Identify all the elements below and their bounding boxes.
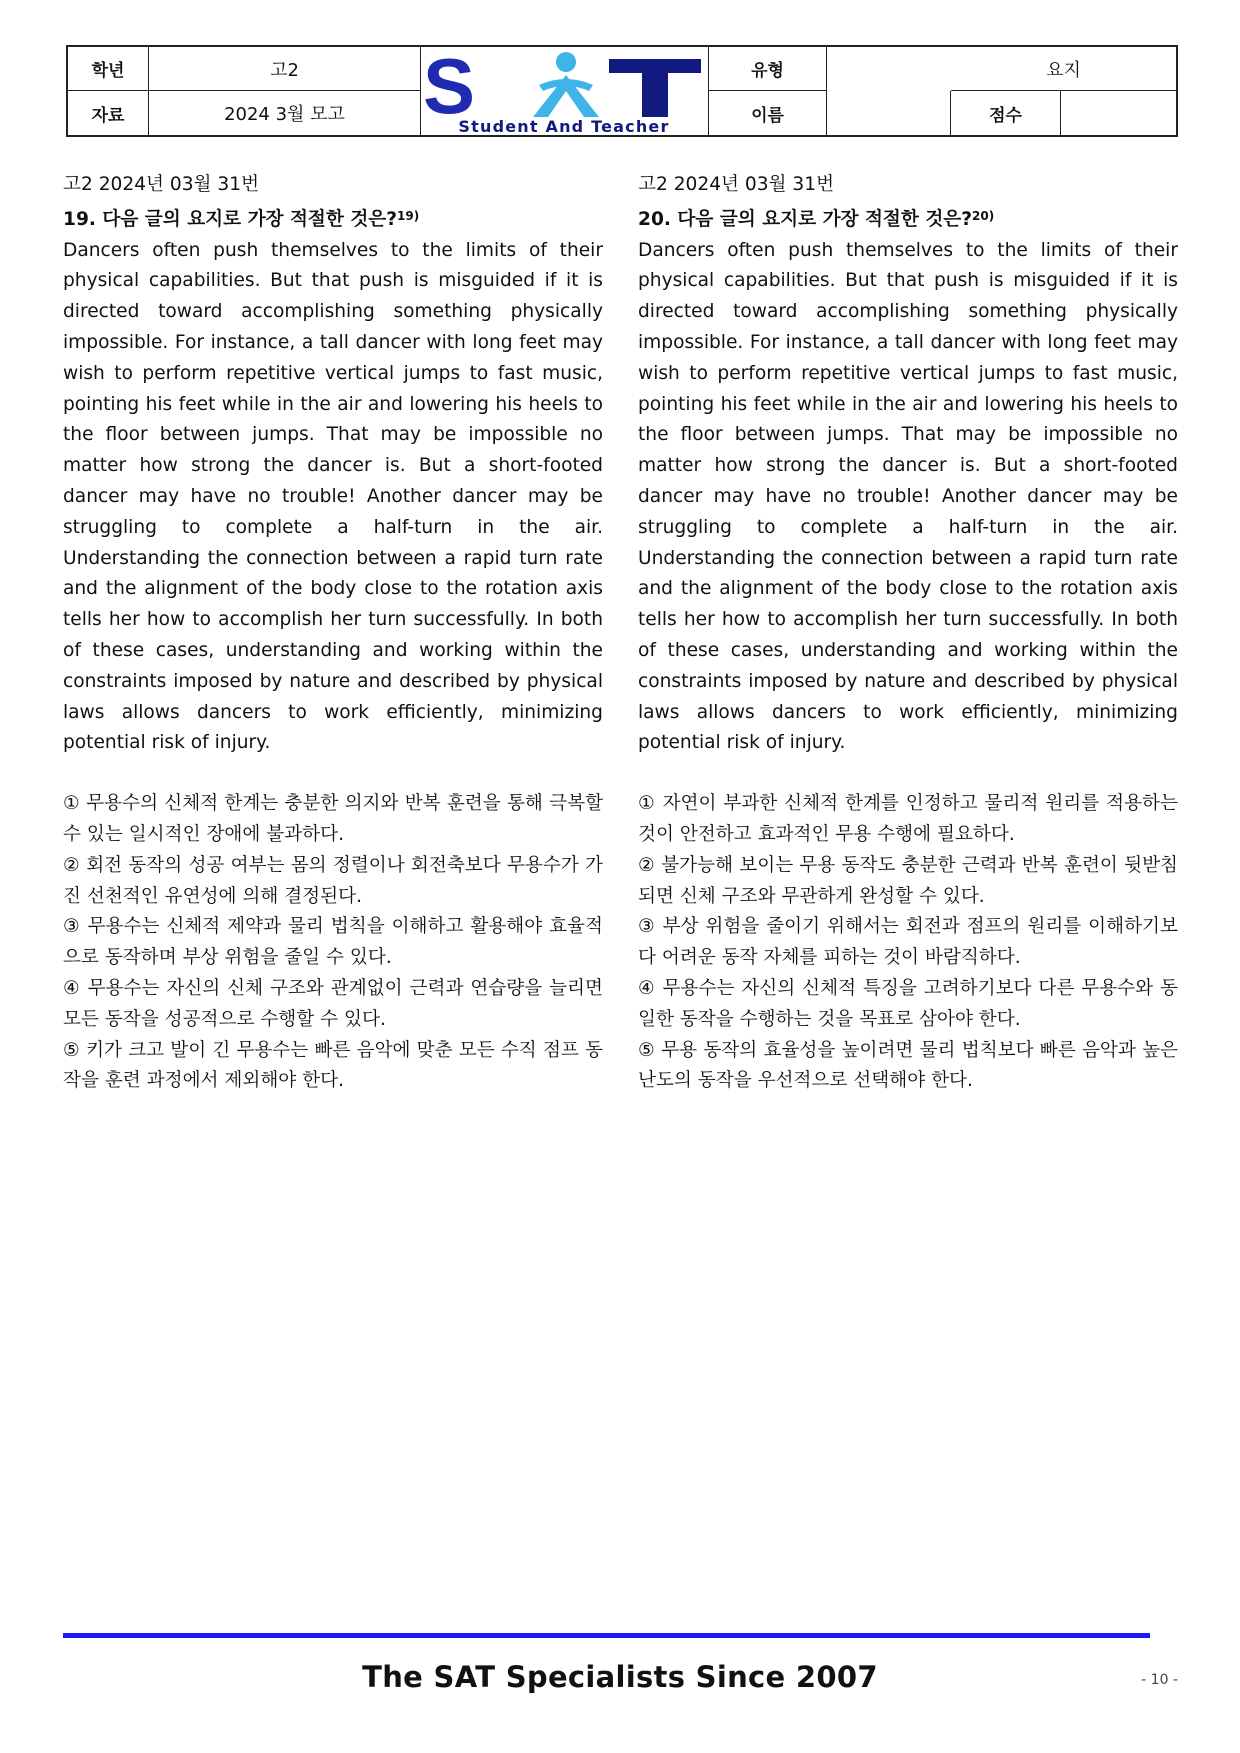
grade-label: 학년 — [68, 47, 149, 91]
option-3[interactable]: ③ 부상 위험을 줄이기 위해서는 회전과 점프의 원리를 이해하기보다 어려운 동작 자체를 피하는 것이 바람직하다. — [638, 916, 1178, 969]
option-5[interactable]: ⑤ 무용 동작의 효율성을 높이려면 물리 법칙보다 빠른 음악과 높은 난도의 동작을 우선적으로 선택해야 한다. — [638, 1039, 1178, 1092]
question-title — [638, 201, 1178, 236]
footnote-mark: 20) — [972, 208, 995, 223]
source-label: 자료 — [68, 91, 149, 135]
logo-letter-t-stem — [642, 59, 668, 117]
option-4[interactable]: ④ 무용수는 자신의 신체 구조와 관계없이 근력과 연습량을 늘리면 모든 동작을 성공적으로 수행할 수 있다. — [63, 977, 603, 1030]
type-label: 유형 — [709, 47, 827, 91]
footer-rule — [63, 1633, 1150, 1638]
grade-value: 고2 — [149, 47, 421, 91]
option-3[interactable]: ③ 무용수는 신체적 제약과 물리 법칙을 이해하고 활용해야 효율적으로 동작하며 부상 위험을 줄일 수 있다. — [63, 916, 603, 969]
passage: Dancers often push themselves to the limits of their physical capabilities. But that push is misguided if it is directed toward accomplishing something physically impossible. For instance, a tall dancer with long feet may wish to perform repetitive vertical jumps to fast music, pointing his feet while in the air and lowering his heels to the floor between jumps. That may be impossible no matter how strong the dancer is. But a short-footed dancer may have no trouble! Another dancer may be struggling to complete a half-turn in the air. Understanding the connection between a rapid turn rate and the alignment of the body close to the rotation axis tells her how to accomplish her turn successfully. In both of these cases, understanding and working within the constraints imposed by nature and described by physical laws allows dancers to work efficiently, minimizing potential risk of injury. — [63, 239, 603, 754]
sat-logo — [421, 47, 709, 135]
source-value: 2024 3월 모고 — [149, 91, 421, 135]
score-field[interactable] — [1061, 91, 1176, 135]
answer-options — [638, 789, 1178, 1097]
answer-options — [63, 789, 603, 1097]
option-1[interactable]: ① 자연이 부과한 신체적 한계를 인정하고 물리적 원리를 적용하는 것이 안전하고 효과적인 무용 수행에 필요하다. — [638, 793, 1178, 845]
option-1[interactable]: ① 무용수의 신체적 한계는 충분한 의지와 반복 훈련을 통해 극복할 수 있는 일시적인 장애에 불과하다. — [63, 793, 603, 845]
logo-subtitle: Student And Teacher — [458, 117, 670, 135]
footer-slogan: The SAT Specialists Since 2007 — [362, 1660, 878, 1694]
question-source: 고2 2024년 03월 31번 — [638, 174, 835, 195]
passage: Dancers often push themselves to the limits of their physical capabilities. But that push is misguided if it is directed toward accomplishing something physically impossible. For instance, a tall dancer with long feet may wish to perform repetitive vertical jumps to fast music, pointing his feet while in the air and lowering his heels to the floor between jumps. That may be impossible no matter how strong the dancer is. But a short-footed dancer may have no trouble! Another dancer may be struggling to complete a half-turn in the air. Understanding the connection between a rapid turn rate and the alignment of the body close to the rotation axis tells her how to accomplish her turn successfully. In both of these cases, understanding and working within the constraints imposed by nature and described by physical laws allows dancers to work efficiently, minimizing potential risk of injury. — [638, 239, 1178, 754]
right-column — [638, 170, 1178, 1097]
option-2[interactable]: ② 불가능해 보이는 무용 동작도 충분한 근력과 반복 훈련이 뒷받침되면 신체 구조와 무관하게 완성할 수 있다. — [638, 854, 1178, 907]
option-4[interactable]: ④ 무용수는 자신의 신체적 특징을 고려하기보다 다른 무용수와 동일한 동작을 수행하는 것을 목표로 삼아야 한다. — [638, 977, 1178, 1030]
footnote-mark: 19) — [397, 208, 420, 223]
name-field[interactable] — [827, 91, 951, 135]
option-5[interactable]: ⑤ 키가 크고 발이 긴 무용수는 빠른 음악에 맞춘 모든 수직 점프 동작을 훈련 과정에서 제외해야 한다. — [63, 1039, 603, 1092]
type-value: 요지 — [951, 47, 1176, 91]
left-column — [63, 170, 603, 1097]
header-table — [66, 45, 1178, 137]
sat-logo-graphic — [421, 47, 707, 135]
page-number: - 10 - — [1141, 1672, 1178, 1688]
question-source: 고2 2024년 03월 31번 — [63, 174, 260, 195]
name-label: 이름 — [709, 91, 827, 135]
question-text: 20. 다음 글의 요지로 가장 적절한 것은? — [638, 208, 973, 230]
option-2[interactable]: ② 회전 동작의 성공 여부는 몸의 정렬이나 회전축보다 무용수가 가진 선천적인 유연성에 의해 결정된다. — [63, 854, 603, 907]
question-text: 19. 다음 글의 요지로 가장 적절한 것은? — [63, 208, 398, 230]
question-title — [63, 201, 603, 236]
score-label: 점수 — [951, 91, 1061, 135]
logo-letter-a-figure — [533, 52, 599, 117]
logo-letter-s: S — [423, 47, 476, 130]
